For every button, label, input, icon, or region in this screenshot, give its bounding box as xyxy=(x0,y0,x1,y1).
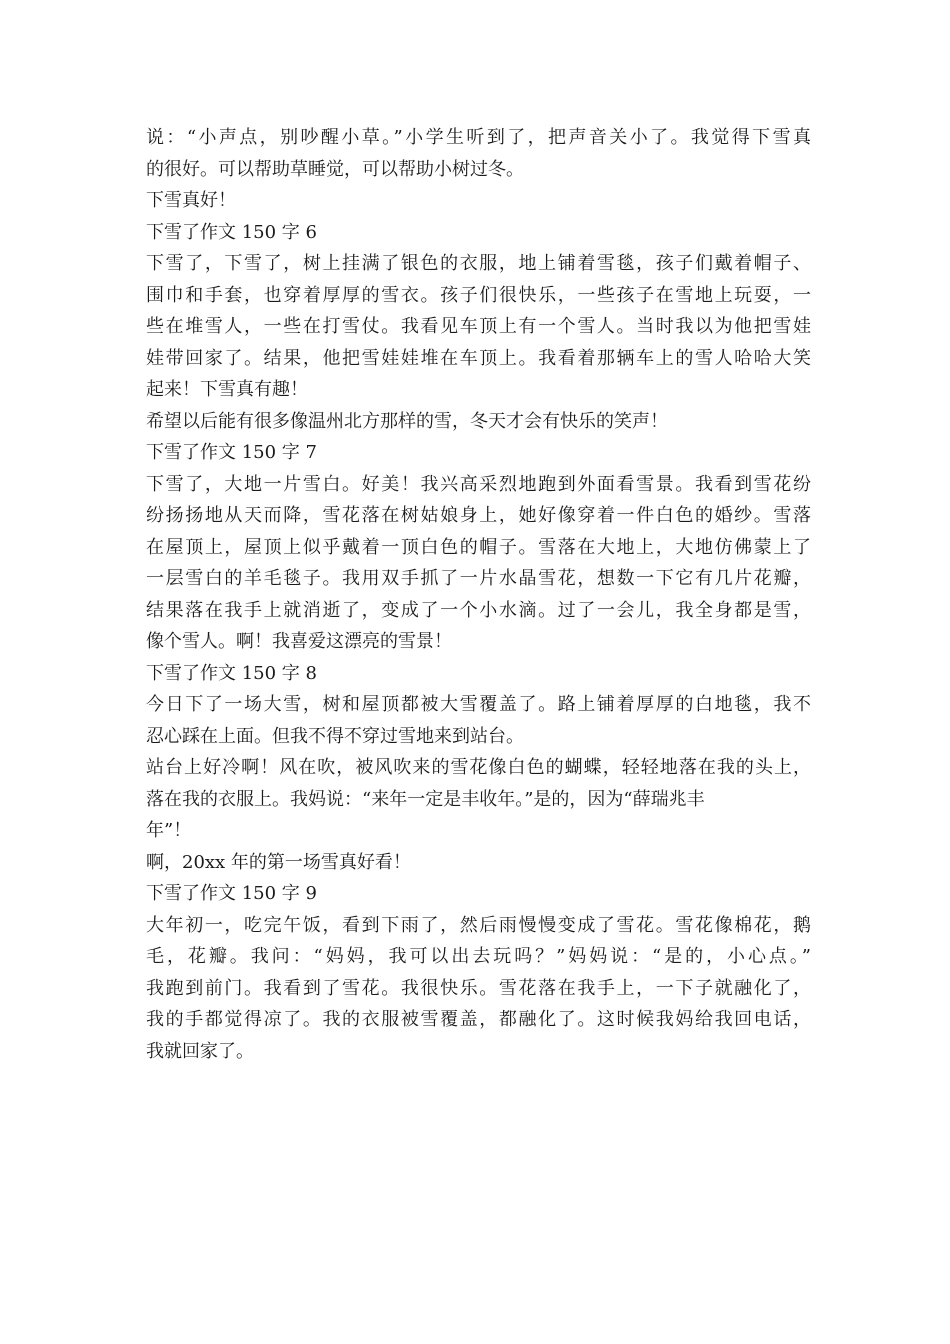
paragraph-line: 在屋顶上，屋顶上似乎戴着一顶白色的帽子。雪落在大地上，大地仿佛蒙上了 xyxy=(146,536,811,558)
paragraph-line: 我就回家了。 xyxy=(146,1040,254,1062)
paragraph-line: 起来！下雪真有趣！ xyxy=(146,379,308,400)
section-heading: 下雪了作文 150 字 6 xyxy=(146,221,317,243)
paragraph-line: 忍心踩在上面。但我不得不穿过雪地来到站台。 xyxy=(146,725,524,747)
paragraph-line: 我的手都觉得凉了。我的衣服被雪覆盖，都融化了。这时候我妈给我回电话， xyxy=(146,1009,811,1030)
paragraph-line: 毛，花瓣。我问：“妈妈，我可以出去玩吗？”妈妈说：“是的，小心点。” xyxy=(146,946,811,967)
paragraph-line: 下雪真好！ xyxy=(146,190,236,211)
paragraph-line: 一层雪白的羊毛毯子。我用双手抓了一片水晶雪花，想数一下它有几片花瓣， xyxy=(146,568,811,589)
paragraph-line: 纷扬扬地从天而降，雪花落在树姑娘身上，她好像穿着一件白色的婚纱。雪落 xyxy=(146,505,811,526)
paragraph-line: 落在我的衣服上。我妈说：“来年一定是丰收年。”是的，因为“薛瑞兆丰 xyxy=(146,788,705,810)
paragraph-line: 娃带回家了。结果，他把雪娃娃堆在车顶上。我看着那辆车上的雪人哈哈大笑 xyxy=(146,347,811,369)
paragraph-line: 结果落在我手上就消逝了，变成了一个小水滴。过了一会儿，我全身都是雪， xyxy=(146,599,811,621)
paragraph-line: 的很好。可以帮助草睡觉，可以帮助小树过冬。 xyxy=(146,158,524,180)
section-heading: 下雪了作文 150 字 7 xyxy=(146,442,317,463)
paragraph-line: 我跑到前门。我看到了雪花。我很快乐。雪花落在我手上，一下子就融化了， xyxy=(146,977,811,999)
section-heading: 下雪了作文 150 字 8 xyxy=(146,662,317,684)
paragraph-line: 说：“小声点，别吵醒小草。”小学生听到了，把声音关小了。我觉得下雪真 xyxy=(146,127,811,148)
paragraph-line: 年”！ xyxy=(146,820,192,841)
paragraph-line: 像个雪人。啊！我喜爱这漂亮的雪景！ xyxy=(146,631,452,652)
paragraph-line: 希望以后能有很多像温州北方那样的雪，冬天才会有快乐的笑声！ xyxy=(146,410,668,432)
paragraph-line: 今日下了一场大雪，树和屋顶都被大雪覆盖了。路上铺着厚厚的白地毯，我不 xyxy=(146,694,811,715)
paragraph-line: 些在堆雪人，一些在打雪仗。我看见车顶上有一个雪人。当时我以为他把雪娃 xyxy=(146,316,811,337)
section-heading: 下雪了作文 150 字 9 xyxy=(146,883,317,904)
paragraph-line: 下雪了，大地一片雪白。好美！我兴高采烈地跑到外面看雪景。我看到雪花纷 xyxy=(146,473,811,495)
paragraph-line: 下雪了，下雪了，树上挂满了银色的衣服，地上铺着雪毯，孩子们戴着帽子、 xyxy=(146,253,811,274)
paragraph-line: 围巾和手套，也穿着厚厚的雪衣。孩子们很快乐，一些孩子在雪地上玩耍，一 xyxy=(146,284,811,306)
paragraph-line: 啊，20xx 年的第一场雪真好看！ xyxy=(146,851,411,873)
document-body xyxy=(146,122,811,1067)
paragraph-line: 站台上好冷啊！风在吹，被风吹来的雪花像白色的蝴蝶，轻轻地落在我的头上， xyxy=(146,757,811,778)
paragraph-line: 大年初一，吃完午饭，看到下雨了，然后雨慢慢变成了雪花。雪花像棉花，鹅 xyxy=(146,914,811,936)
